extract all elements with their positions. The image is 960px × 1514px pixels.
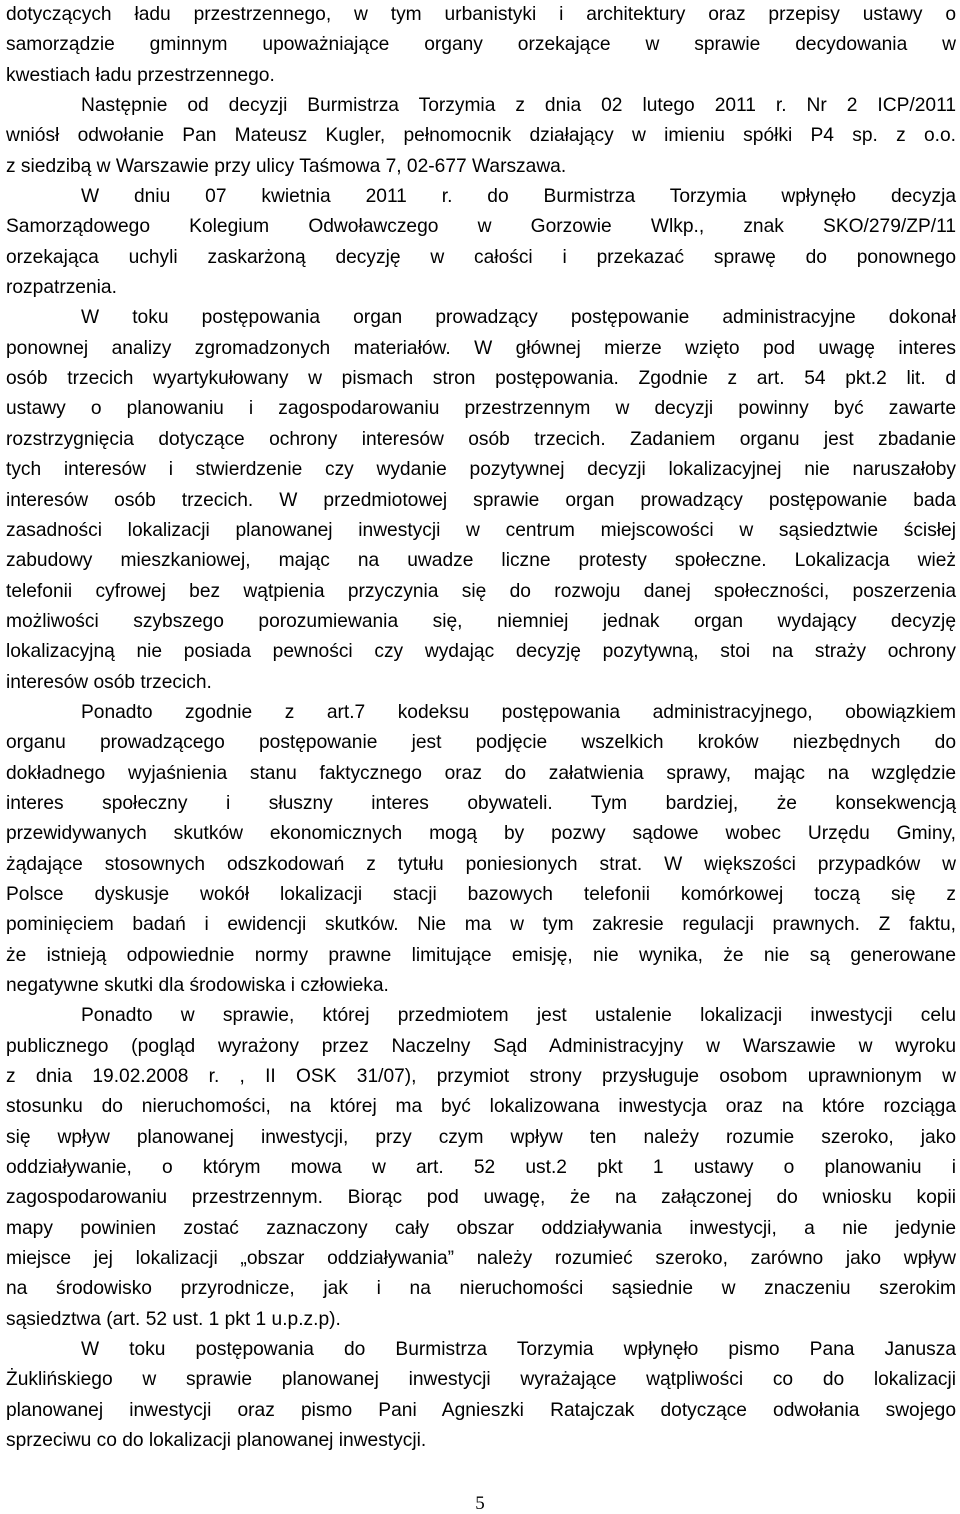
text-line: samorządzie gminnym upoważniające organy orzekające w sprawie decydowania w <box>6 34 956 56</box>
text-line: ustawy o planowaniu i zagospodarowaniu przestrzennym w decyzji powinny być zawarte <box>6 398 956 420</box>
text-line: zasadności lokalizacji planowanej inwestycji w centrum miejscowości w sąsiedztwie ścisłej <box>6 519 956 541</box>
text-line: tych interesów i stwierdzenie czy wydanie pozytywnej decyzji lokalizacyjnej nie naruszałoby <box>6 459 956 481</box>
text-line: Następnie od decyzji Burmistrza Torzymia z dnia 02 lutego 2011 r. Nr 2 ICP/2011 <box>81 95 956 117</box>
text-line: negatywne skutki dla środowiska i człowieka. <box>6 975 389 996</box>
text-line: Ponadto w sprawie, której przedmiotem jest ustalenie lokalizacji inwestycji celu <box>81 1005 956 1027</box>
text-line: W toku postępowania organ prowadzący postępowanie administracyjne dokonał <box>81 307 956 329</box>
text-line: kwestiach ładu przestrzennego. <box>6 64 275 86</box>
text-line: dokładnego wyjaśnienia stanu faktycznego oraz do załatwienia sprawy, mając na względzie <box>6 762 956 784</box>
text-line: na środowisko przyrodnicze, jak i na nieruchomości sąsiednie w znaczeniu szerokim <box>6 1278 956 1300</box>
text-line: Żuklińskiego w sprawie planowanej inwestycji wyrażające wątpliwości co do lokalizacji <box>6 1369 956 1391</box>
text-line: rozpatrzenia. <box>6 277 117 299</box>
text-line: z dnia 19.02.2008 r. , II OSK 31/07), przymiot strony przysługuje osobom uprawnionym w <box>6 1066 956 1088</box>
text-line: orzekająca uchyli zaskarżoną decyzję w całości i przekazać sprawę do ponownego <box>6 246 956 268</box>
text-line: W dniu 07 kwietnia 2011 r. do Burmistrza Torzymia wpłynęło decyzja <box>81 186 956 208</box>
text-line: Ponadto zgodnie z art.7 kodeksu postępowania administracyjnego, obowiązkiem <box>81 701 956 723</box>
text-line: stosunku do nieruchomości, na której ma być lokalizowana inwestycja oraz na które rozciąga <box>6 1096 956 1118</box>
text-line: z siedzibą w Warszawie przy ulicy Taśmowa 7, 02-677 Warszawa. <box>6 155 567 177</box>
text-line: zagospodarowaniu przestrzennym. Biorąc pod uwagę, że na załączonej do wniosku kopii <box>6 1187 956 1209</box>
text-line: dotyczących ładu przestrzennego, w tym urbanistyki i architektury oraz przepisy ustawy o <box>6 4 956 25</box>
text-line: W toku postępowania do Burmistrza Torzymia wpłynęło pismo Pana Janusza <box>81 1339 956 1361</box>
text-line: możliwości szybszego porozumiewania się, niemniej jednak organ wydający decyzję <box>6 610 956 632</box>
text-line: interesów osób trzecich. <box>6 671 212 693</box>
text-line: osób trzecich wyartykułowany w pismach stron postępowania. Zgodnie z art. 54 pkt.2 lit. d <box>6 368 956 390</box>
text-line: mapy powinien zostać zaznaczony cały obszar oddziaływania inwestycji, a nie jedynie <box>6 1217 956 1239</box>
text-line: że istnieją odpowiednie normy prawne limitujące emisję, nie wynika, że nie są generowane <box>6 944 956 966</box>
text-line: telefonii cyfrowej bez wątpienia przyczynia się do rozwoju danej społeczności, poszerzenia <box>6 580 956 602</box>
text-line: wniósł odwołanie Pan Mateusz Kugler, pełnomocnik działający w imieniu spółki P4 sp. z o.o. <box>6 125 956 147</box>
page-number: 5 <box>475 1493 485 1514</box>
text-line: ponownej analizy zgromadzonych materiałów. W głównej mierze wzięto pod uwagę interes <box>6 337 956 359</box>
text-line: organu prowadzącego postępowanie jest podjęcie wszelkich kroków niezbędnych do <box>6 732 956 754</box>
text-line: przewidywanych skutków ekonomicznych mogą by pozwy sądowe wobec Urzędu Gminy, <box>6 823 956 845</box>
text-line: interesów osób trzecich. W przedmiotowej sprawie organ prowadzący postępowanie bada <box>6 489 956 511</box>
body-text <box>6 0 956 1457</box>
text-line: się wpływ planowanej inwestycji, przy czym wpływ ten należy rozumie szeroko, jako <box>6 1126 956 1148</box>
text-line: pominięciem badań i ewidencji skutków. Nie ma w tym zakresie regulacji prawnych. Z faktu, <box>6 914 956 936</box>
text-line: sąsiedztwa (art. 52 ust. 1 pkt 1 u.p.z.p). <box>6 1308 341 1330</box>
text-line: rozstrzygnięcia dotyczące ochrony interesów osób trzecich. Zadaniem organu jest zbadanie <box>6 428 956 450</box>
text-line: oddziaływanie, o którym mowa w art. 52 ust.2 pkt 1 ustawy o planowaniu i <box>6 1157 956 1179</box>
text-line: interes społeczny i słuszny interes obywateli. Tym bardziej, że konsekwencją <box>6 792 956 814</box>
text-line: miejsce jej lokalizacji „obszar oddziaływania” należy rozumieć szeroko, zarówno jako wpływ <box>6 1248 956 1270</box>
text-line: żądające stosownych odszkodowań z tytułu poniesionych strat. W większości przypadków w <box>6 853 956 875</box>
text-line: publicznego (pogląd wyrażony przez Naczelny Sąd Administracyjny w Warszawie w wyroku <box>6 1035 956 1057</box>
text-line: Polsce dyskusje wokół lokalizacji stacji bazowych telefonii komórkowej toczą się z <box>6 883 956 905</box>
text-line: planowanej inwestycji oraz pismo Pani Agnieszki Ratajczak dotyczące odwołania swojego <box>6 1399 956 1421</box>
text-line: Samorządowego Kolegium Odwoławczego w Gorzowie Wlkp., znak SKO/279/ZP/11 <box>6 216 956 238</box>
text-line: lokalizacyjną nie posiada pewności czy wydając decyzję pozytywną, stoi na straży ochrony <box>6 641 956 663</box>
text-line: zabudowy mieszkaniowej, mając na uwadze liczne protesty społeczne. Lokalizacja wież <box>6 550 956 572</box>
text-line: sprzeciwu co do lokalizacji planowanej inwestycji. <box>6 1430 427 1452</box>
